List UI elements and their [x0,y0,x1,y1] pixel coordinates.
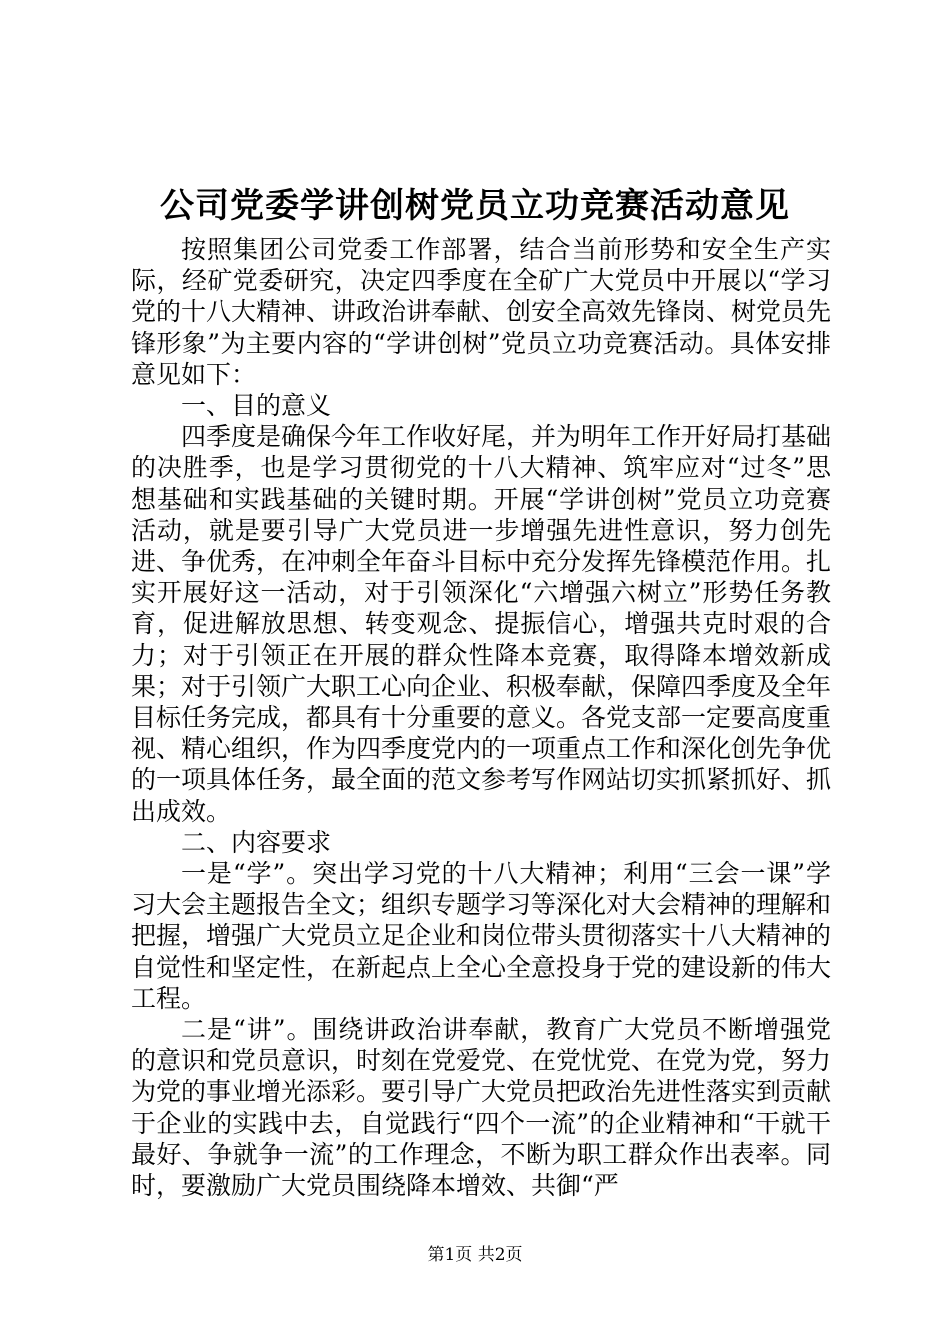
document-body [131,234,831,1201]
document-title: 公司党委学讲创树党员立功竞赛活动意见 [160,186,790,226]
page-number: 第1页 共2页 [427,1245,523,1265]
section-heading-requirements: 二、内容要求 [181,827,332,857]
section-heading-purpose: 一、目的意义 [181,391,332,421]
paragraph-speak: 二是“讲”。围绕讲政治讲奉献，教育广大党员不断增强党的意识和党员意识，时刻在党爱党、在党忧党、在党为党，努力为党的事业增光添彩。要引导广大党员把政治先进性落实到贡献于企业的实践中去，自觉践行“四个一流”的企业精神和“干就干最好、争就争一流”的工作理念，不断为职工群众作出表率。同时，要激励广大党员围绕降本增效、共御“严 [131,1015,832,1201]
paragraph-study: 一是“学”。突出学习党的十八大精神；利用“三会一课”学习大会主题报告全文；组织专题学习等深化对大会精神的理解和把握，增强广大党员立足企业和岗位带头贯彻落实十八大精神的自觉性和坚定性，在新起点上全心全意投身于党的建设新的伟大工程。 [131,859,832,1013]
paragraph-intro: 按照集团公司党委工作部署，结合当前形势和安全生产实际，经矿党委研究，决定四季度在全矿广大党员中开展以“学习党的十八大精神、讲政治讲奉献、创安全高效先锋岗、树党员先锋形象”为主要内容的“学讲创树”党员立功竞赛活动。具体安排意见如下： [131,235,832,389]
paragraph-purpose: 四季度是确保今年工作收好尾，并为明年工作开好局打基础的决胜季，也是学习贯彻党的十八大精神、筑牢应对“过冬”思想基础和实践基础的关键时期。开展“学讲创树”党员立功竞赛活动，就是要引导广大党员进一步增强先进性意识，努力创先进、争优秀，在冲刺全年奋斗目标中充分发挥先锋模范作用。扎实开展好这一活动，对于引领深化“六增强六树立”形势任务教育，促进解放思想、转变观念、提振信心，增强共克时艰的合力；对于引领正在开展的群众性降本竞赛，取得降本增效新成果；对于引领广大职工心向企业、积极奉献，保障四季度及全年目标任务完成，都具有十分重要的意义。各党支部一定要高度重视、精心组织，作为四季度党内的一项重点工作和深化创先争优的一项具体任务，最全面的范文参考写作网站切实抓紧抓好、抓出成效。 [131,422,832,826]
